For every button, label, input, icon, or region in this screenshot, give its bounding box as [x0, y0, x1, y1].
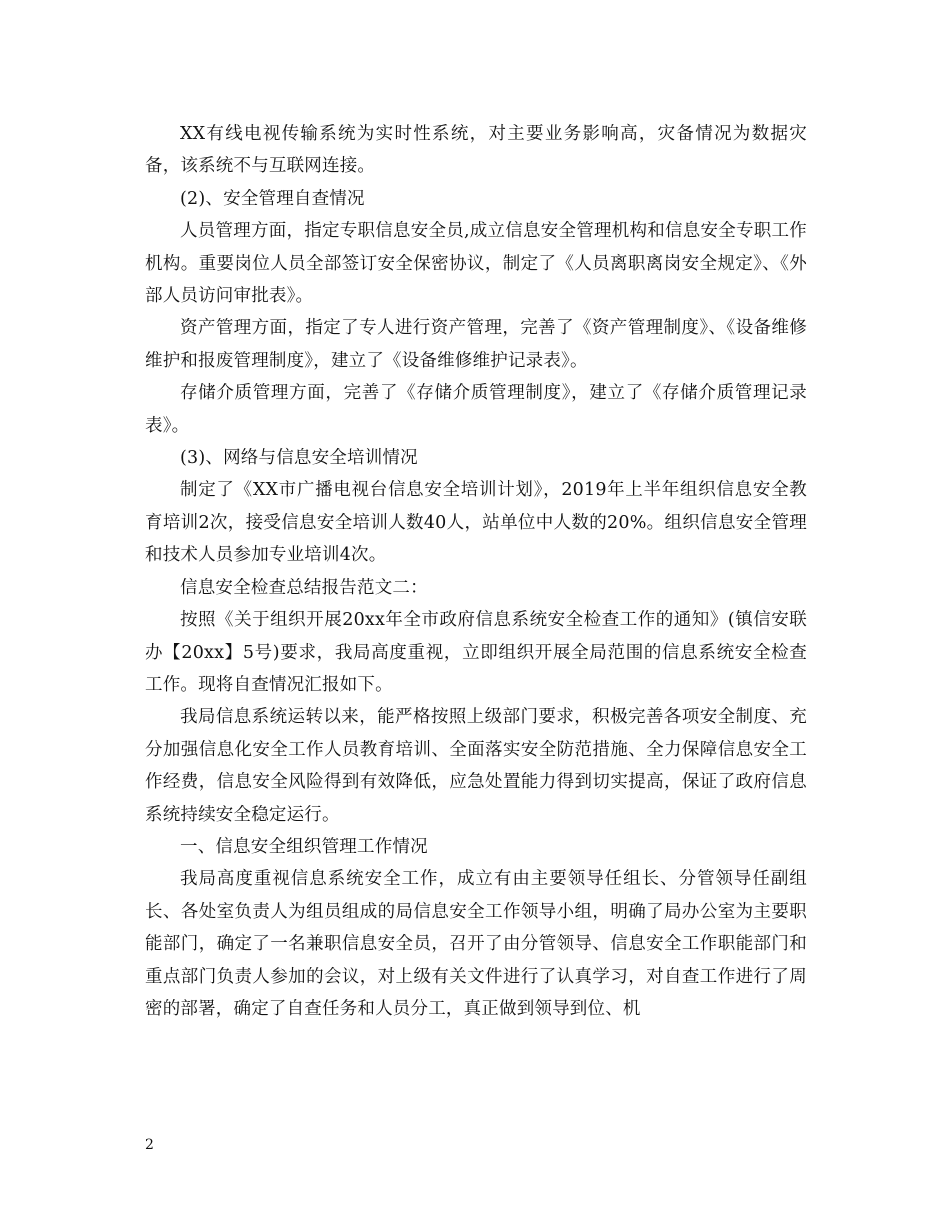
- paragraph-leadership-group: 我局高度重视信息系统安全工作，成立有由主要领导任组长、分管领导任副组长、各处室负责人为组员组成的局信息安全工作领导小组，明确了局办公室为主要职能部门，确定了一名兼职信息安全员，召开了由分管领导、信息安全工作职能部门和重点部门负责人参加的会议，对上级有关文件进行了认真学习，对自查工作进行了周密的部署，确定了自查任务和人员分工，真正做到领导到位、机: [145, 869, 807, 1019]
- paragraph-asset-management: 资产管理方面，指定了专人进行资产管理，完善了《资产管理制度》、《设备维修维护和报废管理制度》，建立了《设备维修维护记录表》。: [145, 318, 807, 371]
- heading-security-training: (3)、网络与信息安全培训情况: [180, 448, 418, 469]
- paragraph-storage-media-management: 存储介质管理方面，完善了《存储介质管理制度》，建立了《存储介质管理记录表》。: [145, 383, 807, 436]
- paragraph-training-plan: 制定了《XX市广播电视台信息安全培训计划》，2019年上半年组织信息安全教育培训2次，接受信息安全培训人数40人，站单位中人数的20%。组织信息安全管理和技术人员参加专业培训4次。: [145, 480, 807, 566]
- document-body: [145, 118, 807, 1025]
- paragraph-inspection-notice: 按照《关于组织开展20xx年全市政府信息系统安全检查工作的通知》(镇信安联办【20xx】5号)要求，我局高度重视，立即组织开展全局范围的信息系统安全检查工作。现将自查情况汇报如下。: [145, 610, 807, 695]
- paragraph-personnel-management: 人员管理方面，指定专职信息安全员,成立信息安全管理机构和信息安全专职工作机构。重要岗位人员全部签订安全保密协议，制定了《人员离职离岗安全规定》、《外部人员访问审批表》。: [145, 221, 807, 307]
- paragraph-system-operation-summary: 我局信息系统运转以来，能严格按照上级部门要求，积极完善各项安全制度、充分加强信息化安全工作人员教育培训、全面落实安全防范措施、全力保障信息安全工作经费，信息安全风险得到有效降低，应急处置能力得到切实提高，保证了政府信息系统持续安全稳定运行。: [145, 707, 807, 825]
- heading-sample-report-two: 信息安全检查总结报告范文二：: [180, 577, 428, 598]
- page-number: 2: [145, 1137, 154, 1153]
- heading-security-management-self-check: (2)、安全管理自查情况: [180, 188, 365, 209]
- paragraph-system-description: XX有线电视传输系统为实时性系统，对主要业务影响高，灾备情况为数据灾备，该系统不与互联网连接。: [145, 124, 807, 177]
- heading-organization-management: 一、信息安全组织管理工作情况: [180, 836, 428, 857]
